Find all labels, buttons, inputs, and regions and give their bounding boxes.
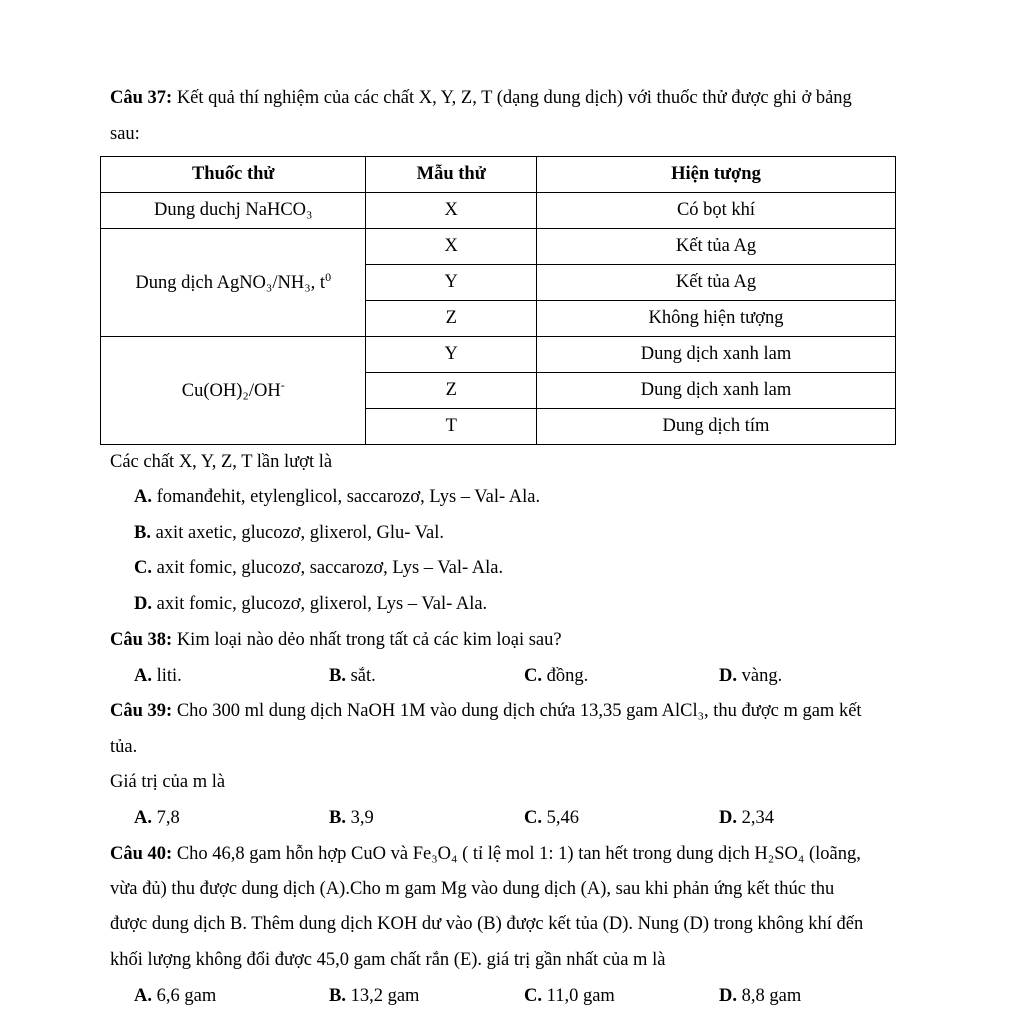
q37-option-b: [134, 523, 444, 544]
q40-text: Cho 46,8 gam hỗn hợp CuO và Fe₃O₄ ( tỉ lệ mol 1: 1) tan hết trong dung dịch H₂SO₄ (loãng,: [172, 844, 861, 864]
q40-stem-line4: khối lượng không đổi được 45,0 gam chất rắn (E). giá trị gần nhất của m là: [110, 950, 666, 970]
q37-option-a: [134, 487, 540, 508]
option-letter: D.: [719, 808, 737, 828]
option-text: axit fomic, glucozơ, glixerol, Lys – Val- Ala.: [152, 594, 488, 614]
q38-option-c: [524, 666, 588, 687]
sample-cell: Z: [366, 373, 537, 409]
sample-cell: T: [366, 409, 537, 445]
q38-option-a: [134, 666, 182, 687]
option-text: axit axetic, glucozơ, glixerol, Glu- Val.: [150, 523, 444, 543]
q39-stem-line3: Giá trị của m là: [110, 772, 226, 792]
q37-text: Kết quả thí nghiệm của các chất X, Y, Z, T (dạng dung dịch) với thuốc thử được ghi ở bảng: [172, 88, 852, 108]
q38-option-d: [719, 666, 782, 687]
q40-stem-line3: được dung dịch B. Thêm dung dịch KOH dư vào (B) được kết tủa (D). Nung (D) trong không khí đến: [110, 914, 864, 934]
option-text: 8,8 gam: [737, 986, 802, 1006]
experiment-table: [100, 156, 896, 445]
reagent-cuoh2-sup: -: [280, 378, 285, 393]
result-cell: Không hiện tượng: [537, 301, 896, 337]
option-letter: D.: [134, 594, 152, 614]
q39-option-d: [719, 808, 774, 829]
q39-label: Câu 39:: [110, 701, 173, 721]
q39-option-b: [329, 808, 374, 829]
header-reagent: Thuốc thử: [101, 157, 366, 193]
q39-stem-line2: tủa.: [110, 737, 138, 757]
q39-stem-line1: [110, 701, 862, 722]
table-row: [101, 337, 896, 373]
table-row: [101, 193, 896, 229]
q37-option-c: [134, 558, 503, 579]
option-text: vàng.: [737, 666, 783, 686]
q37-prompt: Các chất X, Y, Z, T lần lượt là: [110, 452, 333, 472]
reagent-agno3: [101, 229, 366, 337]
option-letter: C.: [524, 808, 542, 828]
option-text: 2,34: [737, 808, 774, 828]
reagent-agno3-text: Dung dịch AgNO₃/NH₃, t: [135, 273, 326, 294]
sample-cell: Z: [366, 301, 537, 337]
q39-option-c: [524, 808, 579, 829]
reagent-nahco3: Dung duchj NaHCO₃: [101, 193, 366, 229]
option-letter: B.: [134, 523, 151, 543]
q40-stem-line2: vừa đủ) thu được dung dịch (A).Cho m gam Mg vào dung dịch (A), sau khi phản ứng kết thúc thu: [110, 879, 835, 899]
option-letter: C.: [524, 986, 542, 1006]
option-text: axit fomic, glucozơ, saccarozơ, Lys – Val- Ala.: [152, 558, 504, 578]
option-text: sắt.: [345, 666, 376, 686]
option-text: đồng.: [542, 666, 589, 686]
q39-option-a: [134, 808, 180, 829]
result-cell: Dung dịch xanh lam: [537, 337, 896, 373]
option-letter: A.: [134, 666, 152, 686]
option-text: 11,0 gam: [542, 986, 615, 1006]
option-text: 13,2 gam: [345, 986, 420, 1006]
q40-option-b: [329, 986, 419, 1007]
q38-label: Câu 38:: [110, 630, 173, 650]
q37-stem-line1: [110, 88, 852, 109]
q40-option-c: [524, 986, 615, 1007]
result-cell: Dung dịch tím: [537, 409, 896, 445]
table-row: [101, 229, 896, 265]
result-cell: Dung dịch xanh lam: [537, 373, 896, 409]
option-letter: A.: [134, 487, 152, 507]
option-letter: C.: [524, 666, 542, 686]
result-cell: Kết tủa Ag: [537, 265, 896, 301]
reagent-cuoh2: [101, 337, 366, 445]
option-text: fomanđehit, etylenglicol, saccarozơ, Lys – Val- Ala.: [152, 487, 541, 507]
option-letter: A.: [134, 986, 152, 1006]
q40-option-a: [134, 986, 216, 1007]
q37-label: Câu 37:: [110, 88, 173, 108]
option-text: 5,46: [542, 808, 579, 828]
option-text: 7,8: [152, 808, 180, 828]
option-letter: B.: [329, 666, 346, 686]
option-letter: C.: [134, 558, 152, 578]
q38-text: Kim loại nào dẻo nhất trong tất cả các kim loại sau?: [172, 630, 562, 650]
option-letter: D.: [719, 666, 737, 686]
header-sample: Mẫu thử: [366, 157, 537, 193]
option-letter: B.: [329, 808, 346, 828]
option-text: 3,9: [345, 808, 374, 828]
option-letter: D.: [719, 986, 737, 1006]
header-phenomenon: Hiện tượng: [537, 157, 896, 193]
table-header-row: [101, 157, 896, 193]
q37-stem-line2: sau:: [110, 124, 140, 144]
sample-cell: X: [366, 229, 537, 265]
sample-cell: Y: [366, 337, 537, 373]
q39-text: Cho 300 ml dung dịch NaOH 1M vào dung dịch chứa 13,35 gam AlCl₃, thu được m gam kết: [172, 701, 862, 721]
option-text: 6,6 gam: [152, 986, 217, 1006]
q38-option-b: [329, 666, 376, 687]
result-cell: Có bọt khí: [537, 193, 896, 229]
reagent-agno3-sup: 0: [325, 270, 332, 285]
q38-stem: [110, 630, 562, 651]
reagent-cuoh2-text: Cu(OH)₂/OH: [181, 381, 281, 402]
sample-cell: Y: [366, 265, 537, 301]
sample-cell: X: [366, 193, 537, 229]
q40-stem-line1: [110, 844, 861, 865]
option-letter: B.: [329, 986, 346, 1006]
q37-option-d: [134, 594, 487, 615]
q40-label: Câu 40:: [110, 844, 173, 864]
q40-option-d: [719, 986, 801, 1007]
option-text: liti.: [152, 666, 182, 686]
result-cell: Kết tủa Ag: [537, 229, 896, 265]
option-letter: A.: [134, 808, 152, 828]
